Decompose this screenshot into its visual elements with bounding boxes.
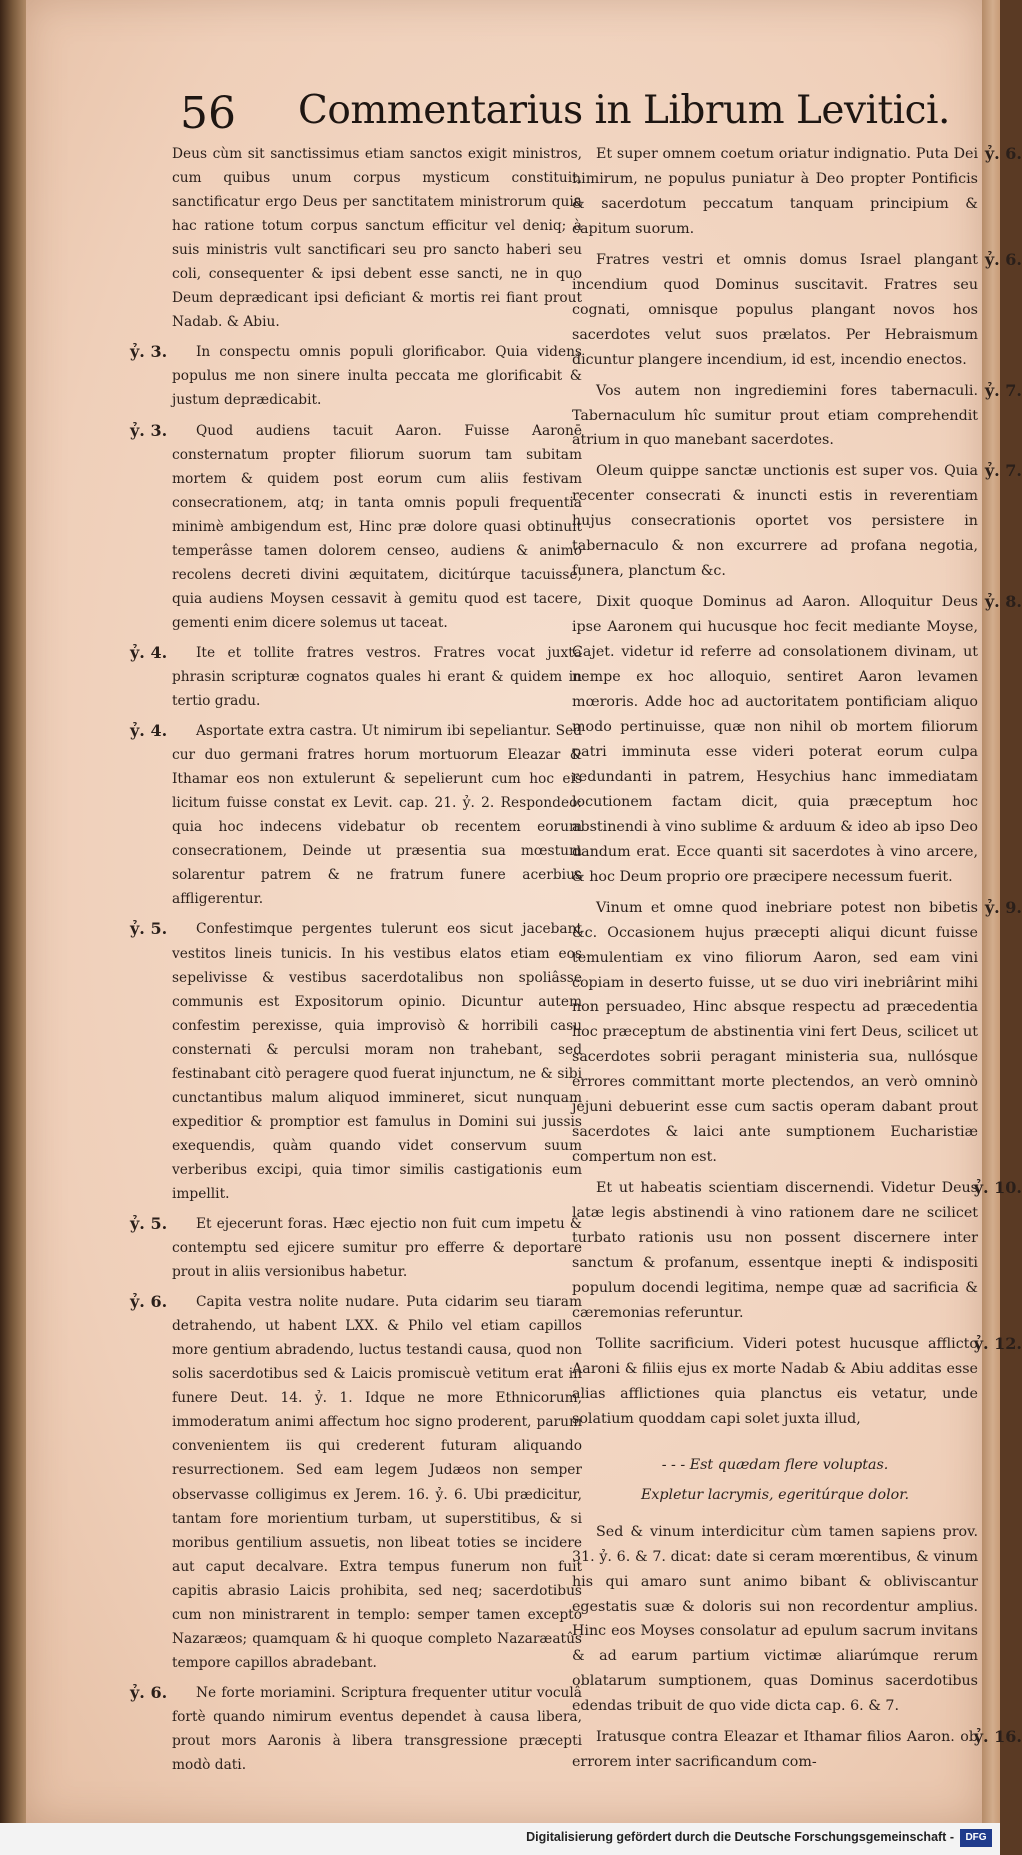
right-paragraph: [572, 590, 1022, 889]
paragraph-text: Iratusque contra Eleazar et Ithamar filios Aaron. ob errorem inter sacrificandum com-: [572, 1729, 978, 1771]
paragraph-text: Capita vestra nolite nudare. Puta cidarim seu tiaram detrahendo, ut habent LXX. & Philo vel etiam capillos more gentium abradendo, luctus testandi causa, quod non solis sacerdotibus sed & Laicis promiscuè vetitum erat in funere Deut. 14. ỷ. 1. Idque ne more Ethnicorum, immoderatum animi affectum hoc signo proderent, parum convenientem iis qui crederent futuram aliquando resurrectionem. Sed eam legem Judæos non semper observasse colligimus ex Jerem. 16. ỷ. 6. Ubi prædicitur, tantam fore morientium turbam, ut superstitibus, & si moribus gentilium assuetis, non libeat toties se incidere aut caput decalvare. Extra tempus funerum non fuit capitis abrasio Laicis prohibita, sed neq; sacerdotibus cum non ministrarent in templo: semper tamen excepto Nazaræos; quamquam & hi quoque completo Nazaræatûs tempore capillos abradebant.: [172, 1294, 582, 1671]
left-paragraph: [130, 340, 582, 412]
left-paragraph: [130, 1212, 582, 1284]
verse-marker: ỷ. 6.: [130, 1682, 168, 1702]
verse-marker: ỷ. 6.: [984, 249, 1022, 269]
verse-marker: ỷ. 16.: [973, 1727, 1022, 1747]
verse-marker: ỷ. 5.: [130, 1214, 168, 1234]
paragraph-text: Et ejecerunt foras. Hæc ejectio non fuit cum impetu & contemptu sed ejicere sumitur pro efferre & deportare prout in aliis versionibus habetur.: [172, 1216, 582, 1281]
paragraph-text: Deus cùm sit sanctissimus etiam sanctos exigit ministros, cum quibus unum corpus mysticum constituit, sanctificatur ergo Deus per sanctitatem ministrorum quia hac ratione totum corpus sanctum efficitur vel deniq; à suis ministris vult sanctificari seu pro sancto haberi seu coli, consequenter & ipsi debent esse sancti, ne in quo Deum deprædicant ipsi deficiant & mortis rei fiant prout Nadab. & Abiu.: [172, 146, 582, 331]
right-paragraph: [572, 248, 1022, 373]
footer-bar: [0, 1823, 1000, 1855]
right-paragraph: [572, 896, 1022, 1170]
paragraph-text: Confestimque pergentes tulerunt eos sicut jacebant vestitos lineis tunicis. In his vestibus elatos etiam eos sepelivisse & vestibus sacerdotalibus non spoliâsse communis est Expositorum opinio. Dicuntur autem confestim perexisse, quia improvisò & horribili casu consternati & perculsi moram non trahebant, sed festinabant citò peragere quod fuerat injunctum, ne & sibi cunctantibus malum aliquod immineret, sicut nunquam expeditior & promptior est famulus in Domini sui jussis exequendis, quàm quando videt conservum suum verberibus excipi, quia timor similis castigationis eum impellit.: [172, 921, 582, 1202]
verse-marker: ỷ. 6.: [130, 1292, 168, 1312]
verse-marker: ỷ. 5.: [130, 919, 168, 939]
paragraph-text: Asportate extra castra. Ut nimirum ibi sepeliantur. Sed cur duo germani fratres horum mortuorum Eleazar & Ithamar eos non extulerunt & sepelierunt cum hoc eis licitum fuisse constat ex Levit. cap. 21. ỷ. 2. Respondeo: quia hoc indecens videbatur ob recentem eorum consecrationem, Deinde ut præsentia sua mœstum solarentur patrem & ne fratrum funere acerbius affligerentur.: [172, 723, 582, 908]
left-paragraph: [130, 1681, 582, 1777]
book-spine-edge: [0, 0, 26, 1855]
verse-marker: ỷ. 4.: [130, 721, 168, 741]
verse-marker: ỷ. 7.: [984, 461, 1022, 481]
paragraph-text: Quod audiens tacuit Aaron. Fuisse Aaronē consternatum propter filiorum suorum tam subitam mortem & quidem post eorum cum aliis festivam consecrationem, atq; in tanta omnis populi frequentia minimè ambigendum est, Hinc præ dolore quasi obtinuit temperâsse tamen dolorem censeo, audiens & animo recolens decreti divini æquitatem, dicitúrque tacuisse, quia audiens Moysen cessavit à gemitu quod est tacere, gementi enim dicere solemus ut taceat.: [172, 422, 582, 631]
left-paragraph: [130, 641, 582, 713]
right-paragraph: [572, 459, 1022, 584]
verse-marker: ỷ. 10.: [973, 1178, 1022, 1198]
verse-marker: ỷ. 6.: [984, 144, 1022, 163]
verse-marker: ỷ. 8.: [984, 592, 1022, 612]
right-paragraph: [572, 1520, 978, 1720]
paragraph-text: In conspectu omnis populi glorificabor. Quia videns populus me non sinere inulta peccata me glorificabit & justum deprædicabit.: [172, 344, 582, 409]
paragraph-text: Et super omnem coetum oriatur indignatio. Puta Dei nimirum, ne populus puniatur à Deo propter Pontificis & sacerdotum peccatum tanquam principium & capitum suorum.: [572, 146, 978, 237]
quotation-line: - - - Est quædam flere voluptas.: [661, 1456, 889, 1473]
dfg-logo: DFG: [960, 1829, 992, 1847]
paragraph-text: Vos autem non ingrediemini fores tabernaculi. Tabernaculum hîc sumitur prout etiam comprehendit atrium in quo manebant sacerdotes.: [572, 382, 978, 449]
left-column: [130, 142, 582, 1783]
right-paragraph: [572, 379, 1022, 454]
page-number: 56: [180, 88, 236, 139]
quotation-line: Expletur lacrymis, egeritúrque dolor.: [640, 1486, 910, 1503]
paragraph-text: Fratres vestri et omnis domus Israel plangant incendium quod Dominus suscitavit. Fratres seu cognati, omnisque populus plangant novos hos sacerdotes velut suos prælatos. Per Hebraismum dicuntur plangere incendium, id est, incendio enectos.: [572, 251, 978, 368]
verse-marker: ỷ. 9.: [984, 897, 1022, 917]
paragraph-text: Ne forte moriamini. Scriptura frequenter utitur voculâ fortè quando nimirum eventus dependet à causa libera, prout mors Aaronis à libera transgressione præcepti modò dati.: [172, 1684, 582, 1774]
verse-marker: ỷ. 7.: [984, 380, 1022, 400]
left-paragraph: [130, 719, 582, 911]
paragraph-text: Tollite sacrificium. Videri potest hucusque afflicto Aaroni & filiis ejus ex morte Nadab & Abiu additas esse alias afflictiones quia planctus eis vetatur, unde solatium quoddam capi solet juxta illud,: [572, 1335, 978, 1427]
left-paragraph: [130, 917, 582, 1206]
right-paragraph: [572, 142, 1022, 242]
left-paragraph: [172, 142, 582, 334]
left-paragraph: [130, 1290, 582, 1675]
right-paragraph: [572, 1176, 1022, 1326]
paragraph-text: Et ut habeatis scientiam discernendi. Videtur Deus latæ legis abstinendi à vino rationem dare ne scilicet turbato rationis usu non possent discernere inter sanctum & profanum, essentque inepti & indispositi populum docendi legitima, nempe quæ ad sacrificia & cæremonias referuntur.: [572, 1180, 978, 1321]
paragraph-text: Ite et tollite fratres vestros. Fratres vocat juxta phrasin scripturæ cognatos quales hi erant & quidem in tertio gradu.: [172, 644, 582, 710]
paragraph-text: Dixit quoque Dominus ad Aaron. Alloquitur Deus ipse Aaronem qui hucusque hoc fecit mediante Moyse, Cajet. videtur id referre ad consolationem divinam, ut nempe ex hoc alloquio, sentiret Aaron levamen mœroris. Adde hoc ad auctoritatem pontificiam aliquo modo pertinuisse, quæ non nihil ob mortem filiorum patri imminuta esse videri poterat eorum culpa redundanti in patrem, Hesychius hanc immediatam locutionem factam dicit, quia præceptum hoc abstinendi à vino sublime & arduum & ideo ab ipso Deo dandum erat. Ecce quanti sit sacerdotes à vino arcere, & hoc Deum proprio ore præcipere necessum fuerit.: [572, 594, 978, 885]
paragraph-text: Vinum et omne quod inebriare potest non bibetis &c. Occasionem hujus præcepti aliqui dicunt fuisse temulentiam ex vino filiorum Aaron, sed eam vini copiam in deserto fuisse, ut se duo viri inebriârint mihi non persuadeo, Hinc absque respectu ad præcedentia hoc præceptum de abstinentia vini fert Deus, scilicet ut sacerdotes sobrii peragant ministeria sua, nullósque errores committant morte plectendos, an verò omninò jejuni debuerint esse cum sactis operam dabant prout sacerdotes & laici ante sumptionem Eucharistiæ compertum non est.: [572, 899, 978, 1166]
funding-credit: Digitalisierung gefördert durch die Deutsche Forschungsgemeinschaft -: [526, 1830, 954, 1844]
verse-marker: ỷ. 3.: [130, 342, 168, 362]
right-paragraph: [572, 1725, 1022, 1775]
verse-marker: ỷ. 12.: [973, 1333, 1022, 1353]
verse-marker: ỷ. 3.: [130, 420, 168, 440]
running-title: Commentarius in Librum Levitici.: [298, 88, 950, 133]
paragraph-text: Oleum quippe sanctæ unctionis est super vos. Quia recenter consecrati & inuncti estis in reverentiam hujus consecrationis oportet vos persistere in tabernaculo & non excurrere ad profana negotia, funera, planctum &c.: [572, 463, 978, 580]
book-page: [26, 0, 1022, 1823]
verse-quotation: [572, 1450, 978, 1510]
left-paragraph: [130, 419, 582, 635]
right-paragraph: [572, 1332, 1022, 1432]
paragraph-text: Sed & vinum interdicitur cùm tamen sapiens prov. 31. ỷ. 6. & 7. dicat: date si ceram mœrentibus, & vinum his qui amaro sunt animo bibant & obliviscantur egestatis suæ & doloris sui non recordentur amplius. Hinc eos Moyses consolatur ad epulum sacrum invitans & ad earum partium victimæ aliarúmque rerum oblatarum sumptionem, quas Dominus sacerdotibus edendas tribuit de quo vide dicta cap. 6. & 7.: [572, 1523, 978, 1715]
right-column: [572, 142, 1022, 1781]
verse-marker: ỷ. 4.: [130, 642, 168, 662]
page-header: [26, 82, 982, 142]
